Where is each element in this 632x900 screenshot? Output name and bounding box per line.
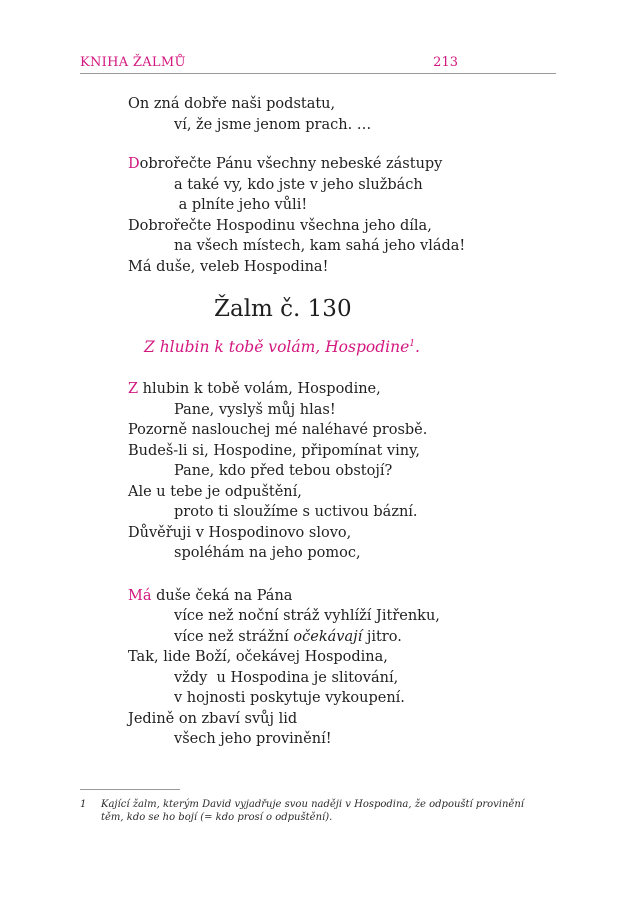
initial-letter: Má [128,587,152,604]
verse-text: více než strážní [174,628,294,645]
running-header [80,55,556,74]
verse-line-first [128,586,548,607]
verse-line: Pane, kdo před tebou obstojí? [174,463,393,479]
book-title: KNIHA ŽALMŮ [80,55,186,70]
psalm-title: Žalm č. 130 [214,296,352,322]
page-body [128,94,548,750]
psalm-subtitle [128,331,548,357]
page-number: 213 [433,55,458,70]
verse-text: jitro. [362,628,402,645]
verse-line: více než noční stráž vyhlíží Jitřenku, [174,608,440,624]
verse-text: duše čeká na Pána [151,587,293,604]
footnote-number: 1 [80,799,87,810]
emphasized-word: očekávají [293,628,363,645]
verse-line: a také vy, kdo jste v jeho službách [174,176,423,193]
verse-line: On zná dobře naši podstatu, [128,96,336,112]
verse-line [128,627,548,648]
initial-letter: Z [128,381,139,397]
verse-text: obrořečte Pánu všechny nebeské zástupy [139,156,443,172]
verse-text: hlubin k tobě volám, Hospodine, [138,381,381,397]
verse-line: na všech místech, kam sahá jeho vláda! [174,238,466,254]
verse-line: ví, že jsme jenom prach. … [174,116,372,133]
footnote-divider [80,789,180,790]
verse-line: v hojnosti poskytuje vykoupení. [174,690,405,706]
initial-letter: D [128,156,140,172]
verse-line: Pozorně naslouchej mé naléhavé prosbě. [128,422,428,438]
footnote-text: Kající žalm, kterým David vyjadřuje svou naději v Hospodina, že odpouští provinění těm, kdo se ho bojí (= kdo prosí o odpuštění). [101,799,524,823]
verse-line: Dobrořečte Hospodinu všechna jeho díla, [128,217,432,234]
verse-line: Důvěřuji v Hospodinovo slovo, [128,524,352,541]
verse-line: proto ti sloužíme s uctivou bázní. [174,504,418,520]
verse-line-first [128,379,548,400]
verse-line: a plníte jeho vůli! [174,197,308,213]
verse-line: Ale u tebe je odpuštění, [128,483,302,500]
verse-line: všech jeho provinění! [174,731,332,747]
footnote-reference[interactable]: 1 [409,339,415,349]
verse-line: Tak, lide Boží, očekávej Hospodina, [128,649,388,665]
verse-line: Má duše, veleb Hospodina! [128,258,329,275]
verse-line: Budeš-li si, Hospodine, připomínat viny, [128,442,420,459]
verse-line: spoléhám na jeho pomoc, [174,545,361,561]
footnote [80,798,540,824]
verse-line: Pane, vyslyš můj hlas! [174,401,336,418]
verse-line-first [128,154,548,175]
subtitle-end: . [414,338,420,357]
verse-line: vždy u Hospodina je slitování, [174,669,399,686]
subtitle-text: Z hlubin k tobě volám, Hospodine [144,338,410,357]
verse-line: Jedině on zbaví svůj lid [128,710,298,727]
